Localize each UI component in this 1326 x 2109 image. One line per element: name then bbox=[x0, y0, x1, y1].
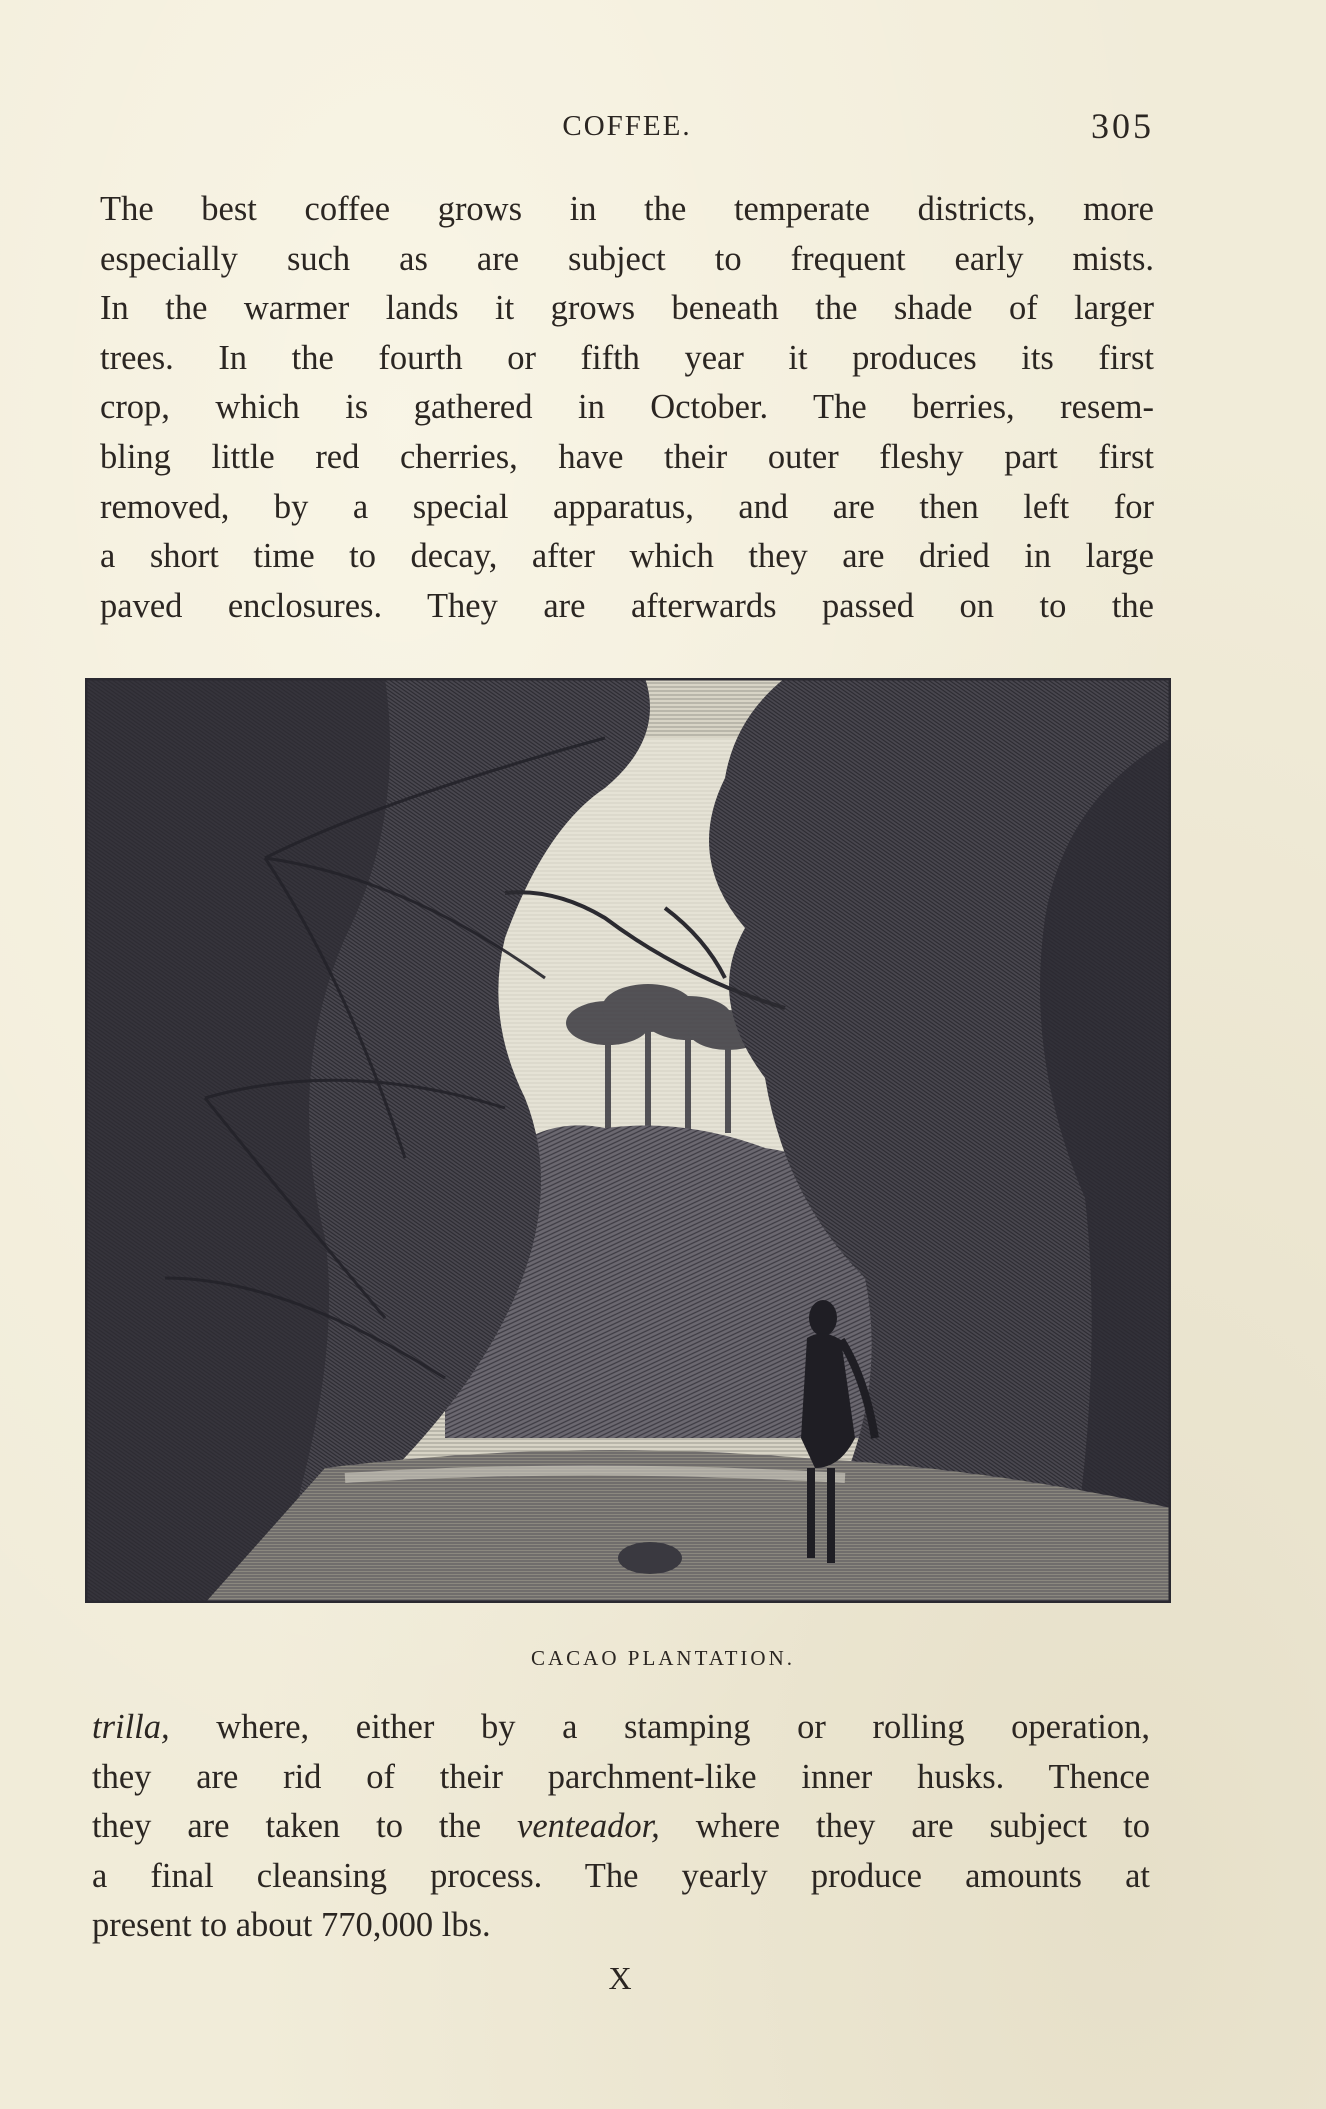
text-span: they are taken to the bbox=[92, 1807, 518, 1846]
page-number: 305 bbox=[1091, 106, 1154, 146]
text-line: The best coffee grows in the temperate districts, more bbox=[100, 190, 1154, 228]
cacao-plantation-engraving bbox=[85, 678, 1171, 1603]
paragraph-top bbox=[100, 185, 1154, 631]
text-line: bling little red cherries, have their outer fleshy part first bbox=[100, 437, 1154, 476]
paragraph-bottom bbox=[92, 1703, 1150, 1951]
text-line bbox=[92, 1802, 1150, 1852]
text-line: especially such as are subject to frequent early mists. bbox=[100, 239, 1154, 278]
text-line: they are rid of their parchment-like inner husks. Thence bbox=[92, 1757, 1150, 1796]
text-span: where, either by a stamping or rolling operation, bbox=[169, 1708, 1150, 1746]
signature-mark: X bbox=[608, 1960, 632, 1996]
text-line: trees. In the fourth or fifth year it produces its first bbox=[100, 338, 1154, 377]
text-line: a final cleansing process. The yearly produce amounts at bbox=[92, 1856, 1150, 1895]
text-line: crop, which is gathered in October. The berries, resem- bbox=[100, 388, 1154, 427]
text-line: removed, by a special apparatus, and are then left for bbox=[100, 487, 1154, 526]
italic-term: venteador, bbox=[517, 1807, 660, 1846]
text-line bbox=[92, 1703, 1150, 1753]
running-head bbox=[100, 104, 1154, 148]
text-line: paved enclosures. They are afterwards passed on to the bbox=[100, 586, 1154, 625]
italic-term: trilla, bbox=[92, 1708, 170, 1746]
text-line: a short time to decay, after which they are dried in large bbox=[100, 537, 1154, 576]
text-line: In the warmer lands it grows beneath the shade of larger bbox=[100, 289, 1154, 328]
figure-caption: CACAO PLANTATION. bbox=[531, 1646, 795, 1670]
text-line: present to about 770,000 lbs. bbox=[92, 1906, 491, 1945]
running-title: COFFEE. bbox=[562, 110, 692, 142]
text-span: where they are subject to bbox=[659, 1807, 1150, 1846]
